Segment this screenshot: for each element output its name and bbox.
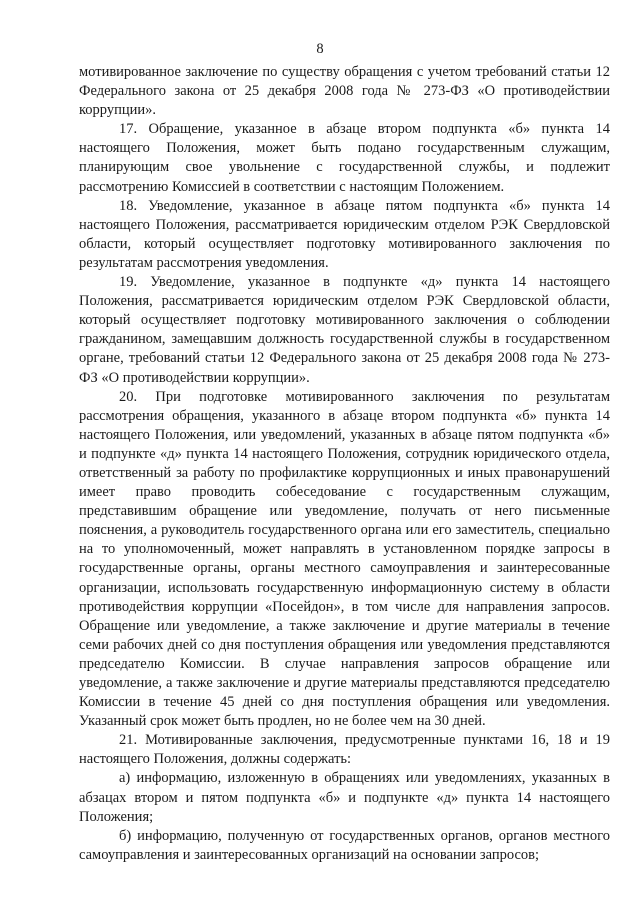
paragraph-21-item-b: б) информацию, полученную от государственных органов, органов местного самоуправления и заинтересованных организаций на основании запросов;	[79, 827, 610, 863]
page-number: 8	[316, 41, 324, 57]
paragraph-continuation: мотивированное заключение по существу обращения с учетом требований статьи 12 Федерального закона от 25 декабря 2008 года № 273-ФЗ «О противодействии коррупции».	[79, 64, 610, 119]
paragraph-20: 20. При подготовке мотивированного заключения по результатам рассмотрения обращения, указанного в абзаце втором подпункта «б» пункта 14 настоящего Положения, или уведомлений, указанных в абзаце пятом подпункта «б» и подпункте «д» пункта 14 настоящего Положения, сотрудник юридического отдела, ответственный за работу по профилактике коррупционных и иных правонарушений имеет право проводить собеседование с государственным служащим, представившим обращение или уведомление, получать от него письменные пояснения, а руководитель государственного органа или его заместитель, специально на то уполномоченный, может направлять в установленном порядке запросы в государственные органы, органы местного самоуправления и заинтересованные организации, использовать государственную информационную систему в области противодействия коррупции «Посейдон», в том числе для направления запросов. Обращение или уведомление, а также заключение и другие материалы в течение семи рабочих дней со дня поступления обращения или уведомления представляются председателю Комиссии. В случае направления запросов обращение или уведомление, а также заключение и другие материалы представляются председателю Комиссии в течение 45 дней со дня поступления обращения или уведомления. Указанный срок может быть продлен, но не более чем на 30 дней.	[79, 388, 610, 730]
paragraph-21: 21. Мотивированные заключения, предусмотренные пунктами 16, 18 и 19 настоящего Положения, должны содержать:	[79, 732, 610, 768]
paragraph-18: 18. Уведомление, указанное в абзаце пятом подпункта «б» пункта 14 настоящего Положения, рассматривается юридическим отделом РЭК Свердловской области, который осуществляет подготовку мотивированного заключения по результатам рассмотрения уведомления.	[79, 197, 610, 271]
paragraph-17: 17. Обращение, указанное в абзаце втором подпункта «б» пункта 14 настоящего Положения, может быть подано государственным служащим, планирующим свое увольнение с государственной службы, и подлежит рассмотрению Комиссией в соответствии с настоящим Положением.	[79, 121, 610, 195]
document-body	[79, 63, 610, 865]
paragraph-21-item-a: а) информацию, изложенную в обращениях или уведомлениях, указанных в абзацах втором и пятом подпункта «б» и подпункте «д» пункта 14 настоящего Положения;	[79, 770, 610, 825]
paragraph-19: 19. Уведомление, указанное в подпункте «д» пункта 14 настоящего Положения, рассматривается юридическим отделом РЭК Свердловской области, который осуществляет подготовку мотивированного заключения о соблюдении гражданином, замещавшим должность государственной службы в государственном органе, требований статьи 12 Федерального закона от 25 декабря 2008 года № 273-ФЗ «О противодействии коррупции».	[79, 274, 610, 386]
